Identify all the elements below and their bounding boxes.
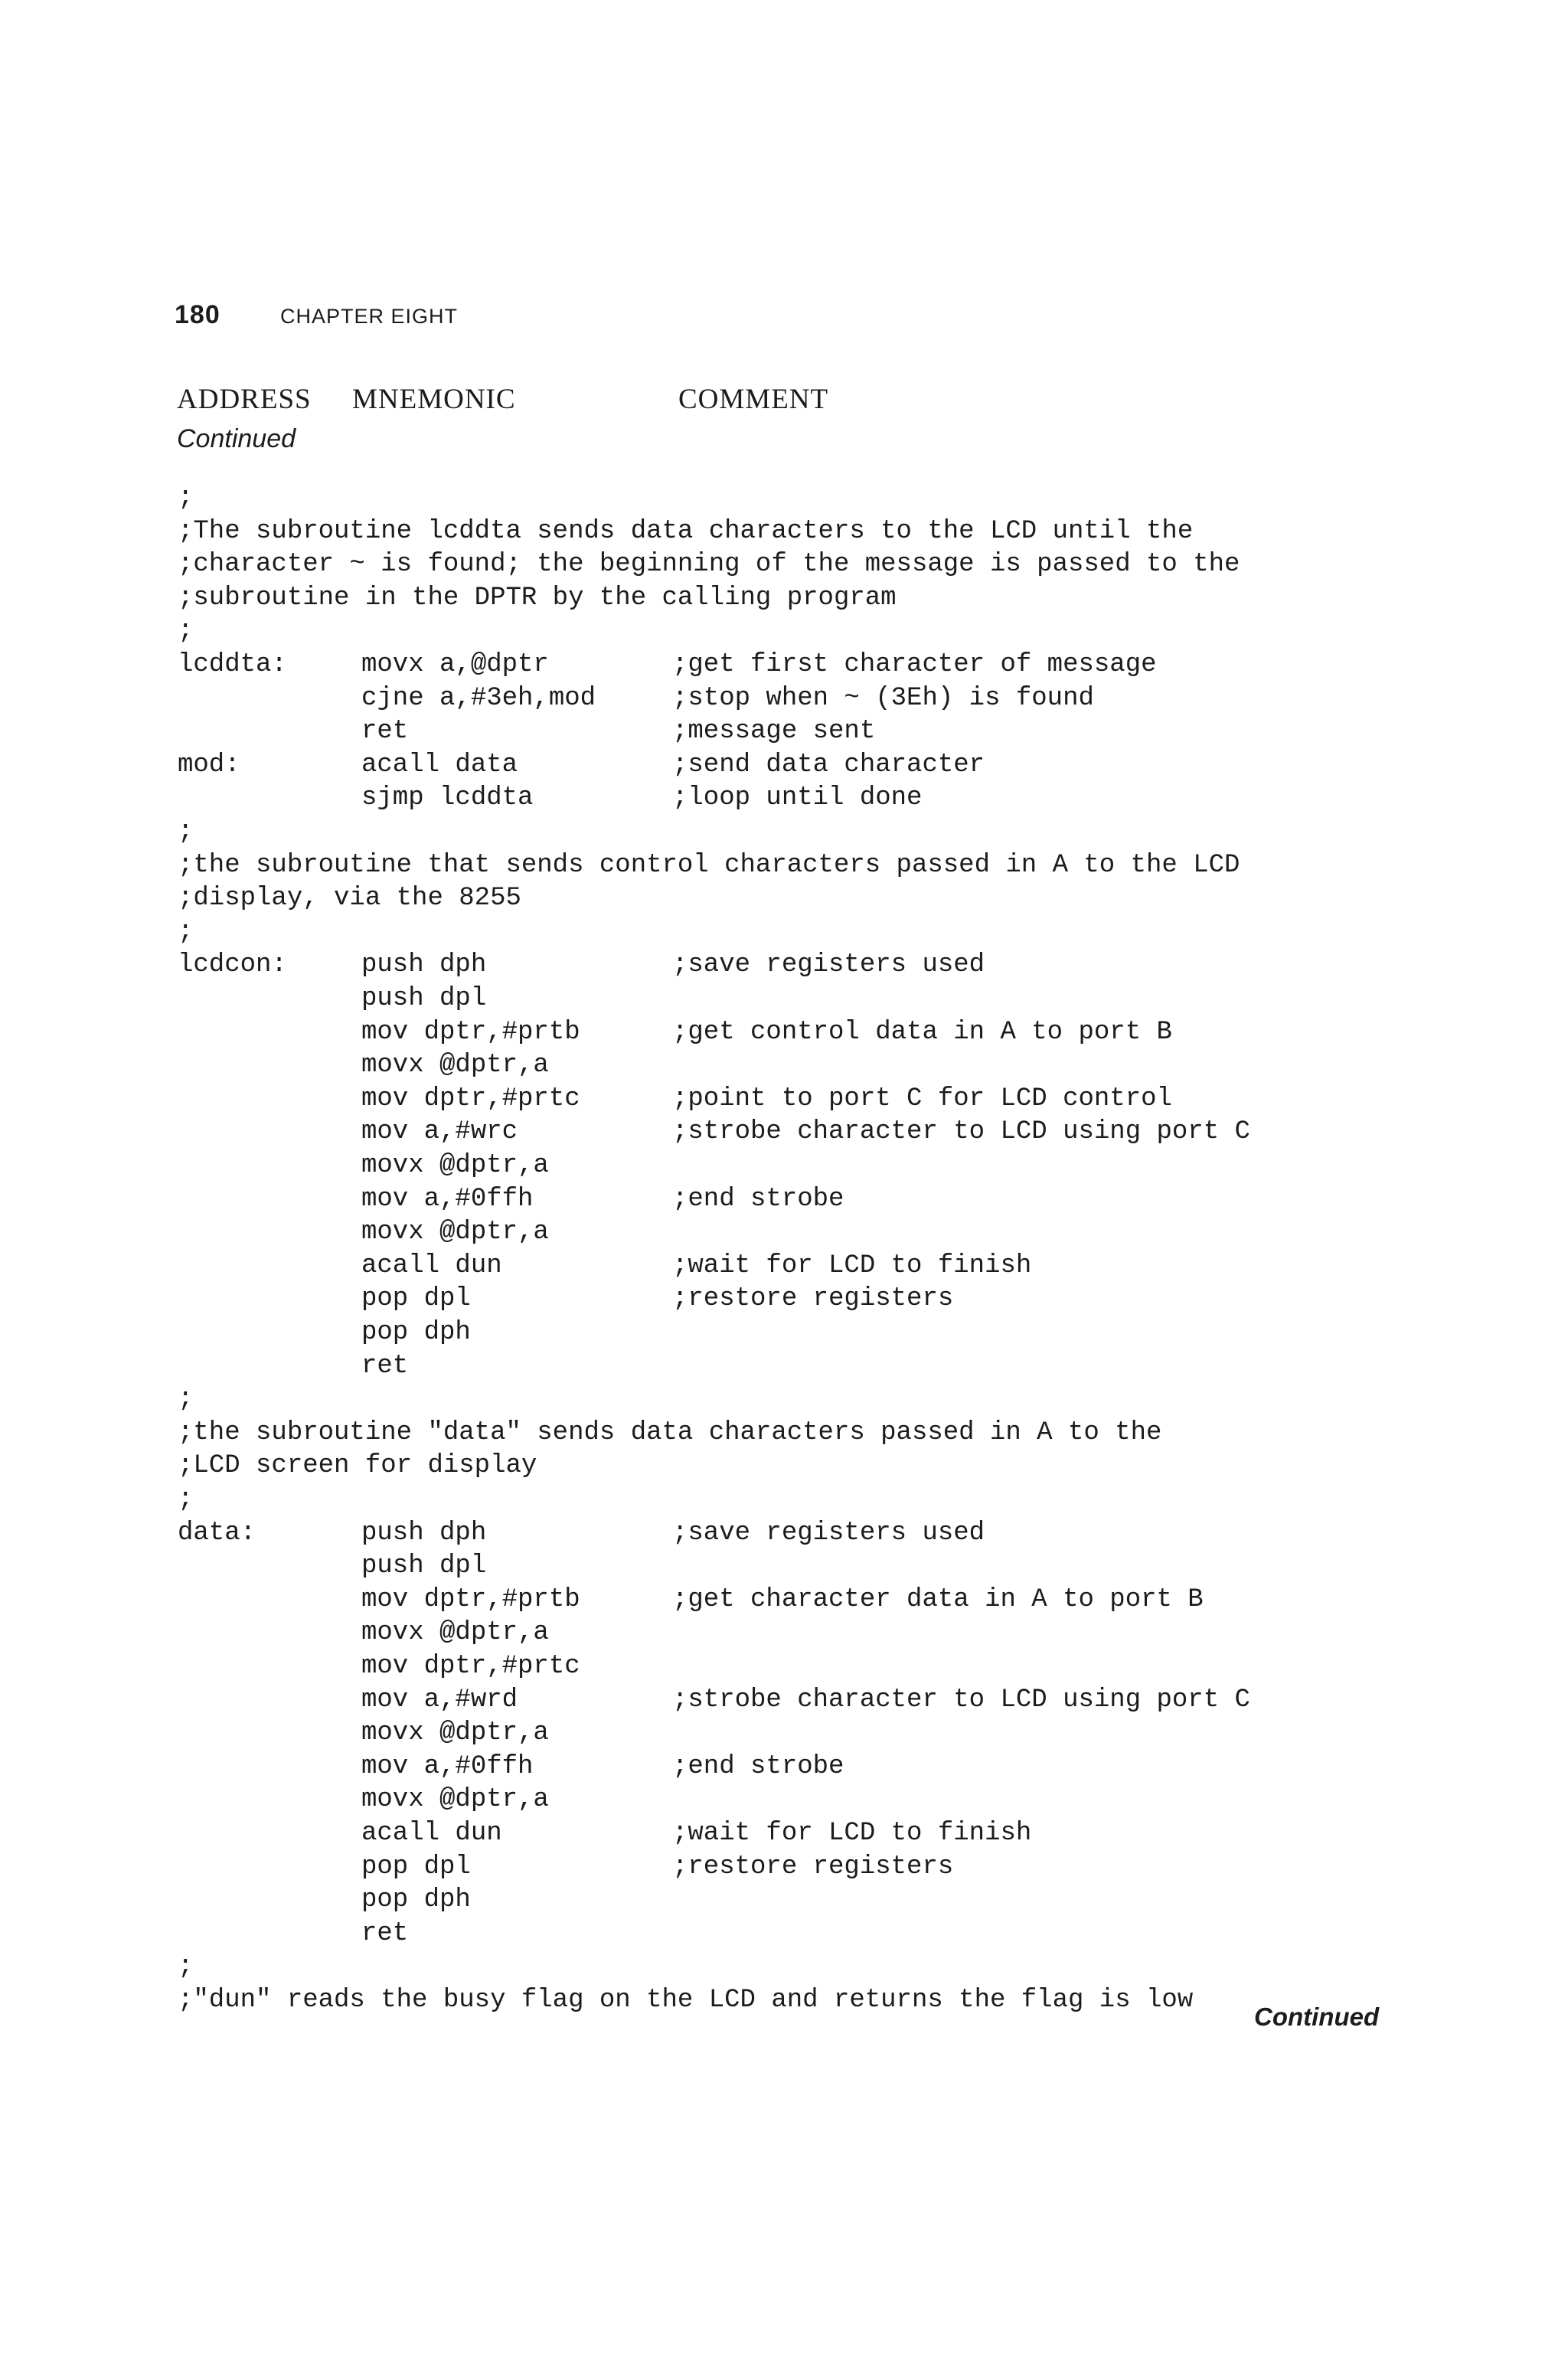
code-mnemonic: push dph — [361, 950, 487, 979]
code-comment: ;send data character — [672, 750, 985, 780]
code-mnemonic: mov dptr,#prtc — [361, 1652, 580, 1681]
code-mnemonic: movx @dptr,a — [361, 1218, 549, 1247]
code-mnemonic: mov dptr,#prtb — [361, 1018, 580, 1047]
code-comment: ;restore registers — [672, 1284, 954, 1313]
code-mnemonic: pop dph — [361, 1318, 471, 1347]
code-mnemonic: mov a,#wrd — [361, 1685, 518, 1715]
comment-line: ;the subroutine that sends control characters passed in A to the LCD — [178, 851, 1240, 880]
code-mnemonic: mov dptr,#prtb — [361, 1585, 580, 1614]
code-mnemonic: acall dun — [361, 1819, 502, 1848]
code-comment: ;wait for LCD to finish — [672, 1819, 1032, 1848]
code-comment: ;stop when ~ (3Eh) is found — [672, 684, 1094, 713]
code-label: mod: — [178, 750, 240, 780]
comment-line: ;LCD screen for display — [178, 1451, 537, 1480]
comment-line: ;the subroutine "data" sends data characters passed in A to the — [178, 1418, 1162, 1447]
code-comment: ;wait for LCD to finish — [672, 1251, 1032, 1280]
code-comment: ;get control data in A to port B — [672, 1018, 1172, 1047]
code-mnemonic: mov a,#wrc — [361, 1117, 518, 1146]
code-mnemonic: movx @dptr,a — [361, 1051, 549, 1080]
code-comment: ;point to port C for LCD control — [672, 1084, 1172, 1113]
code-comment: ;save registers used — [672, 950, 985, 979]
chapter-title: CHAPTER EIGHT — [280, 305, 459, 328]
code-mnemonic: ret — [361, 717, 409, 746]
code-comment: ;strobe character to LCD using port C — [672, 1685, 1250, 1715]
comment-line: ;subroutine in the DPTR by the calling program — [178, 584, 897, 613]
page-number: 180 — [175, 300, 220, 329]
comment-line: ;"dun" reads the busy flag on the LCD and returns the flag is low — [178, 1986, 1194, 2015]
code-mnemonic: pop dpl — [361, 1284, 471, 1313]
code-mnemonic: movx @dptr,a — [361, 1151, 549, 1180]
code-mnemonic: movx @dptr,a — [361, 1785, 549, 1814]
comment-line: ;display, via the 8255 — [178, 884, 521, 913]
code-mnemonic: mov a,#0ffh — [361, 1185, 534, 1214]
comment-line: ;The subroutine lcddta sends data characters to the LCD until the — [178, 517, 1194, 546]
code-mnemonic: mov a,#0ffh — [361, 1752, 534, 1781]
code-comment: ;end strobe — [672, 1752, 844, 1781]
code-mnemonic: acall data — [361, 750, 518, 780]
comment-line: ;character ~ is found; the beginning of the message is passed to the — [178, 550, 1240, 579]
code-comment: ;restore registers — [672, 1852, 954, 1882]
code-mnemonic: cjne a,#3eh,mod — [361, 684, 596, 713]
column-headers — [0, 383, 1568, 421]
comment-line: ; — [178, 1485, 194, 1514]
code-comment: ;message sent — [672, 717, 876, 746]
code-mnemonic: movx @dptr,a — [361, 1718, 549, 1748]
code-comment: ;save registers used — [672, 1519, 985, 1548]
code-comment: ;get character data in A to port B — [672, 1585, 1204, 1614]
code-comment: ;loop until done — [672, 783, 923, 812]
code-mnemonic: sjmp lcddta — [361, 783, 534, 812]
code-label: lcddta: — [178, 650, 287, 679]
comment-line: ; — [178, 817, 194, 846]
mnemonic-column-header: MNEMONIC — [352, 384, 516, 415]
continued-label-top: Continued — [177, 424, 296, 453]
continued-label-bottom: Continued — [1254, 2003, 1380, 2031]
code-mnemonic: pop dph — [361, 1885, 471, 1914]
code-mnemonic: pop dpl — [361, 1852, 471, 1882]
comment-column-header: COMMENT — [678, 384, 829, 415]
comment-line: ; — [178, 1385, 194, 1414]
code-mnemonic: mov dptr,#prtc — [361, 1084, 580, 1113]
comment-line: ; — [178, 483, 194, 512]
comment-line: ; — [178, 917, 194, 947]
address-column-header: ADDRESS — [177, 384, 312, 415]
code-mnemonic: ret — [361, 1919, 409, 1948]
code-mnemonic: push dph — [361, 1519, 487, 1548]
code-label: lcdcon: — [178, 950, 287, 979]
code-comment: ;end strobe — [672, 1185, 844, 1214]
code-mnemonic: push dpl — [361, 1551, 487, 1581]
code-mnemonic: push dpl — [361, 984, 487, 1013]
code-comment: ;get first character of message — [672, 650, 1157, 679]
code-mnemonic: acall dun — [361, 1251, 502, 1280]
code-comment: ;strobe character to LCD using port C — [672, 1117, 1250, 1146]
code-mnemonic: movx a,@dptr — [361, 650, 549, 679]
code-label: data: — [178, 1519, 256, 1548]
comment-line: ; — [178, 616, 194, 646]
code-mnemonic: ret — [361, 1352, 409, 1381]
code-mnemonic: movx @dptr,a — [361, 1618, 549, 1647]
comment-line: ; — [178, 1952, 194, 1981]
